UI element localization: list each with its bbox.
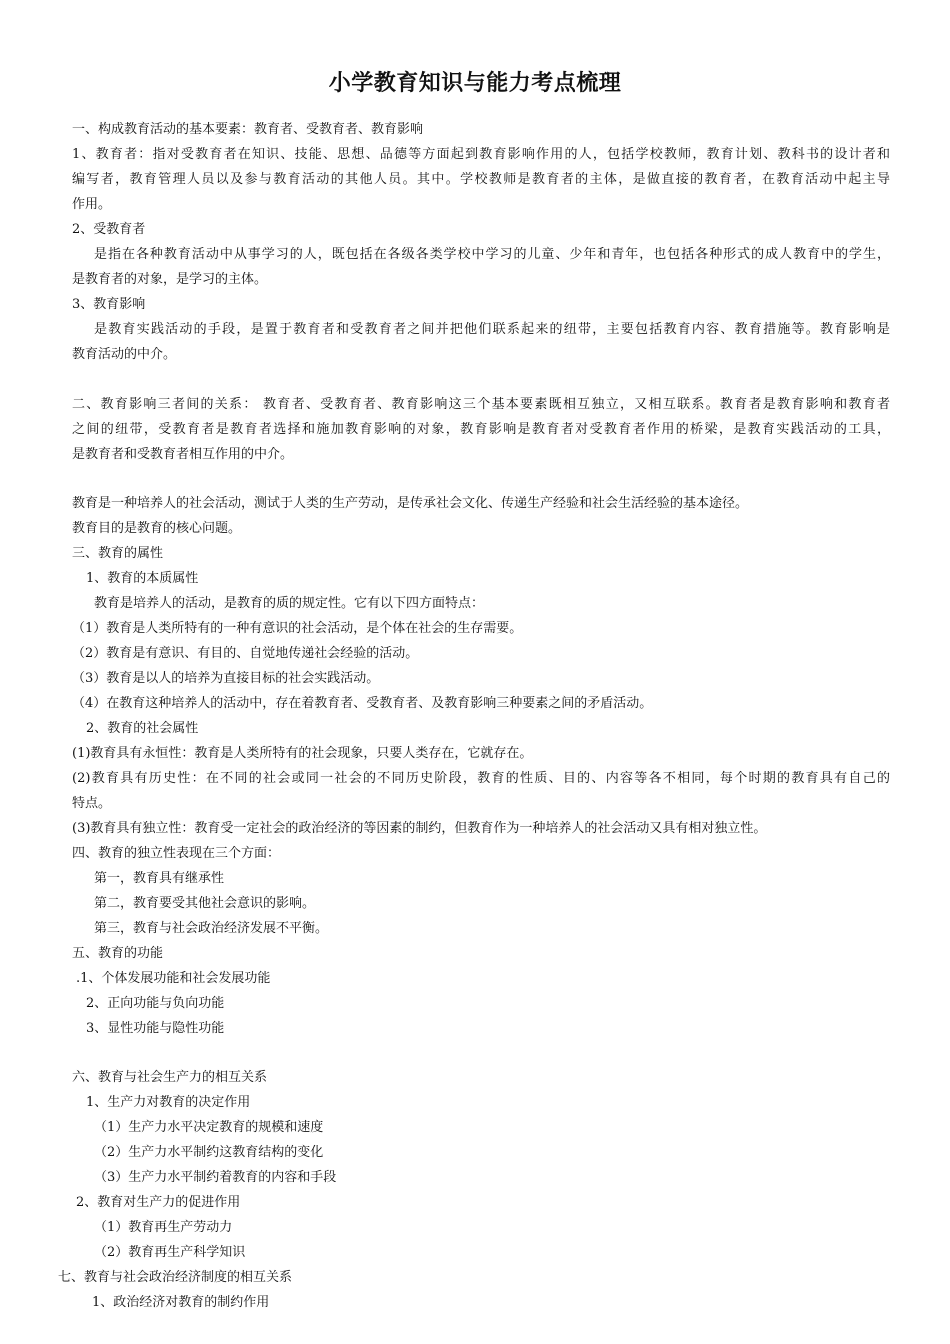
subsection-heading: 1、生产力对教育的决定作用 [86, 1095, 251, 1110]
paragraph-line: 之间的纽带，受教育者是教育者选择和施加教育影响的对象，教育影响是教育者对受教育者作用的桥梁，是教育实践活动的工具， [72, 422, 890, 437]
list-item: （3）教育是以人的培养为直接目标的社会实践活动。 [72, 671, 380, 686]
list-item: （4）在教育这种培养人的活动中，存在着教育者、受教育者、及教育影响三种要素之间的矛盾活动。 [72, 696, 653, 711]
section-heading: 七、教育与社会政治经济制度的相互关系 [58, 1270, 293, 1285]
section-heading: 二、教育影响三者间的关系： 教育者、受教育者、教育影响这三个基本要素既相互独立，又相互联系。教育者是教育影响和教育者 [72, 397, 890, 412]
list-item: (2)教育具有历史性：在不同的社会或同一社会的不同历史阶段，教育的性质、目的、内容等各不相同，每个时期的教育具有自己的 [72, 771, 890, 786]
list-item: （2）教育是有意识、有目的、自觉地传递社会经验的活动。 [72, 646, 419, 661]
paragraph-line: 是教育者的对象，是学习的主体。 [72, 272, 268, 287]
list-item: (1)教育具有永恒性：教育是人类所特有的社会现象，只要人类存在，它就存在。 [72, 746, 533, 761]
paragraph-line: 教育活动的中介。 [72, 347, 177, 362]
paragraph-line: 特点。 [72, 796, 112, 811]
paragraph-line: 作用。 [72, 197, 112, 212]
subsection-heading: 2、受教育者 [72, 222, 146, 237]
paragraph-line: 是教育者和受教育者相互作用的中介。 [72, 447, 294, 462]
section-heading: 五、教育的功能 [72, 946, 164, 961]
subsection-heading: 3、教育影响 [72, 297, 146, 312]
list-item: （2）教育再生产科学知识 [94, 1245, 246, 1260]
paragraph-line: 教育是一种培养人的社会活动，测试于人类的生产劳动，是传承社会文化、传递生产经验和社会生活经验的基本途径。 [72, 496, 749, 511]
page-title: 小学教育知识与能力考点梳理 [328, 71, 622, 96]
list-item: （1）生产力水平决定教育的规模和速度 [94, 1120, 324, 1135]
section-heading: 四、教育的独立性表现在三个方面： [72, 846, 281, 861]
list-item: 3、显性功能与隐性功能 [86, 1021, 225, 1036]
subsection-heading: 2、教育对生产力的促进作用 [76, 1195, 241, 1210]
section-heading: 一、构成教育活动的基本要素：教育者、受教育者、教育影响 [72, 122, 424, 137]
section-heading: 六、教育与社会生产力的相互关系 [72, 1070, 268, 1085]
list-item: （1）教育再生产劳动力 [94, 1220, 233, 1235]
paragraph-line: 是指在各种教育活动中从事学习的人，既包括在各级各类学校中学习的儿童、少年和青年，也包括各种形式的成人教育中的学生， [94, 247, 890, 262]
list-item: 第一，教育具有继承性 [94, 871, 225, 886]
subsection-heading: 1、教育的本质属性 [86, 571, 199, 586]
list-item: （2）生产力水平制约这教育结构的变化 [94, 1145, 324, 1160]
paragraph-line: 教育是培养人的活动，是教育的质的规定性。它有以下四方面特点： [94, 596, 485, 611]
paragraph-line: 教育目的是教育的核心问题。 [72, 521, 242, 536]
paragraph-line: 1、教育者：指对受教育者在知识、技能、思想、品德等方面起到教育影响作用的人，包括学校教师，教育计划、教科书的设计者和 [72, 147, 890, 162]
list-item: (3)教育具有独立性：教育受一定社会的政治经济的等因素的制约，但教育作为一种培养人的社会活动又具有相对独立性。 [72, 821, 767, 836]
list-item: 第二，教育要受其他社会意识的影响。 [94, 896, 316, 911]
list-item: 第三，教育与社会政治经济发展不平衡。 [94, 921, 329, 936]
list-item: 2、正向功能与负向功能 [86, 996, 225, 1011]
subsection-heading: 2、教育的社会属性 [86, 721, 199, 736]
subsection-heading: 1、政治经济对教育的制约作用 [92, 1295, 270, 1310]
section-heading: 三、教育的属性 [72, 546, 164, 561]
list-item: （1）教育是人类所特有的一种有意识的社会活动，是个体在社会的生存需要。 [72, 621, 523, 636]
paragraph-line: 编写者，教育管理人员以及参与教育活动的其他人员。其中。学校教师是教育者的主体，是做直接的教育者，在教育活动中起主导 [72, 172, 890, 187]
paragraph-line: 是教育实践活动的手段，是置于教育者和受教育者之间并把他们联系起来的纽带，主要包括教育内容、教育措施等。教育影响是 [94, 322, 890, 337]
list-item: .1、个体发展功能和社会发展功能 [76, 971, 271, 986]
list-item: （3）生产力水平制约着教育的内容和手段 [94, 1170, 337, 1185]
